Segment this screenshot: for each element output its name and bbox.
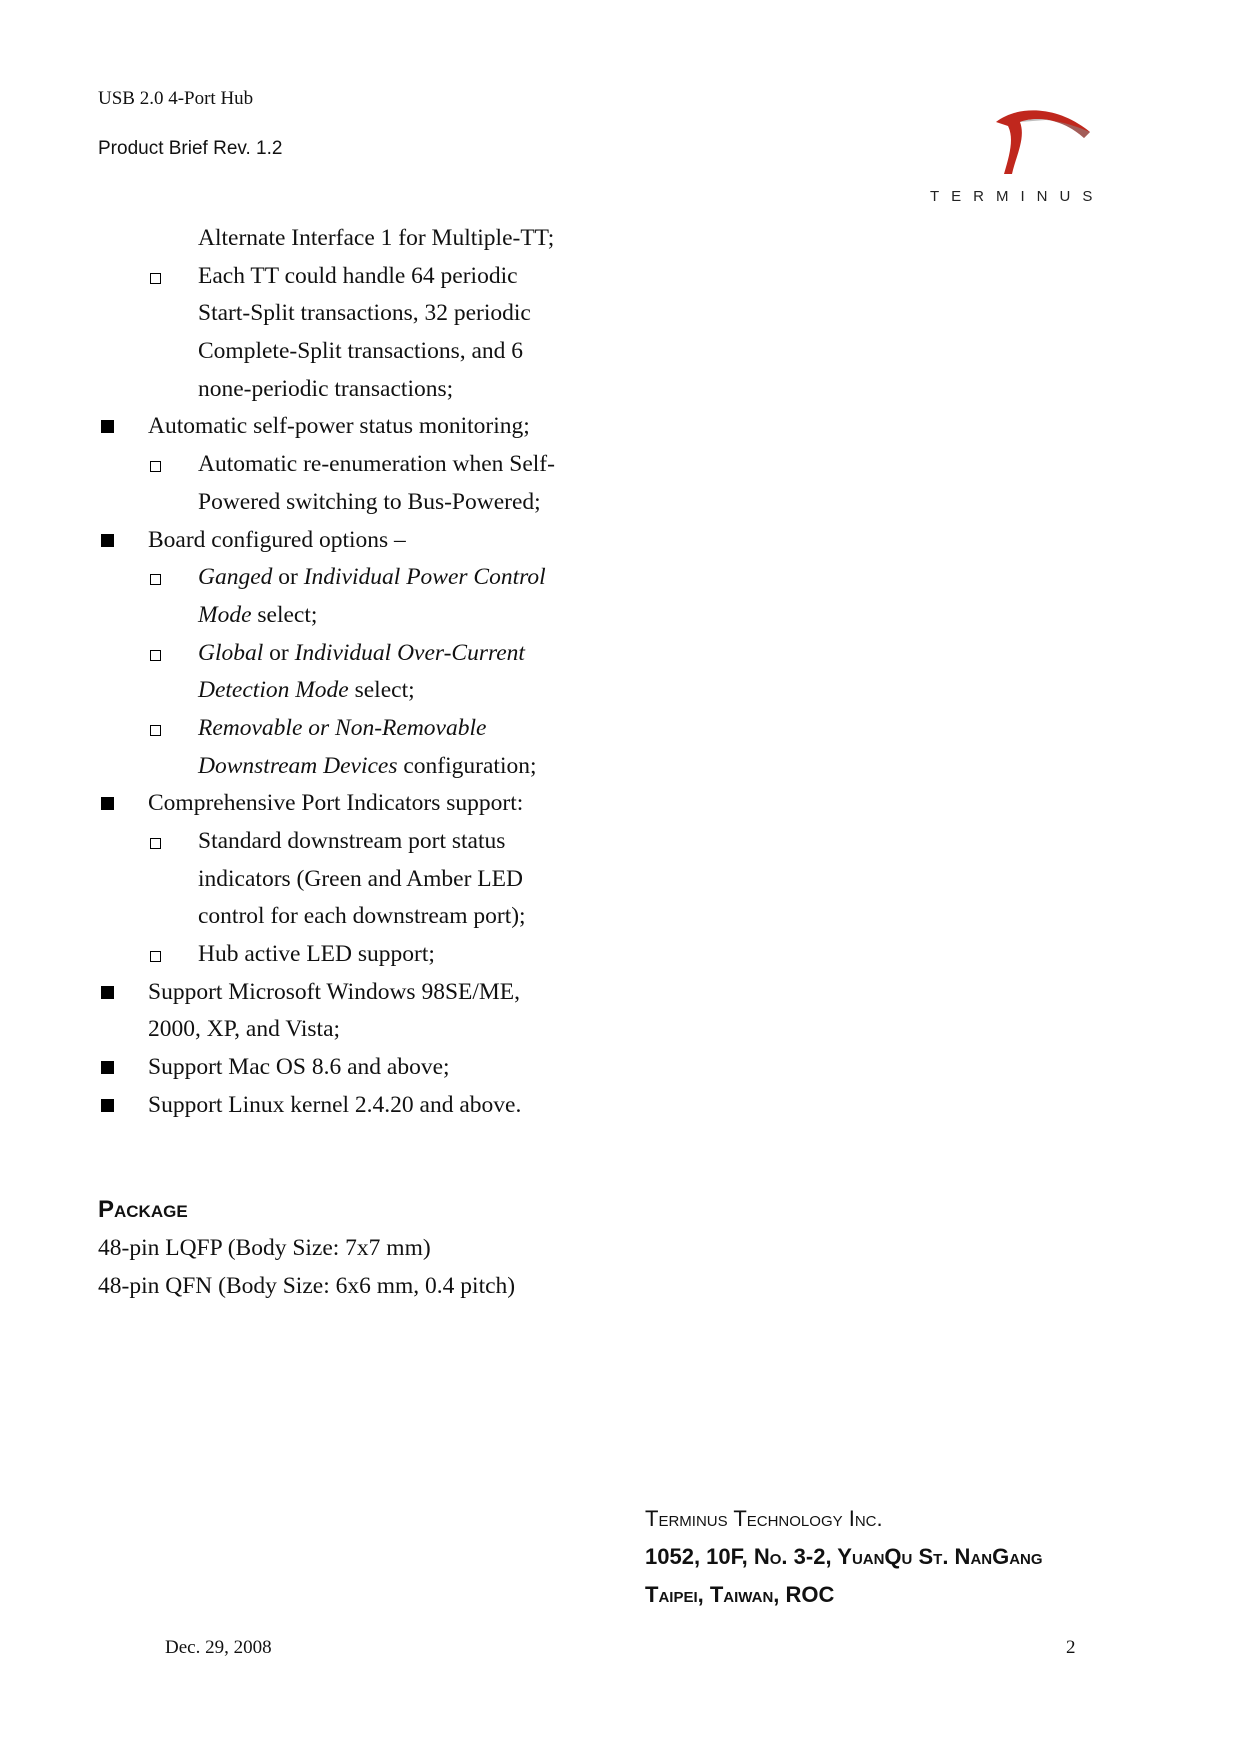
filled-square-bullet-icon [101, 534, 114, 547]
filled-square-bullet-icon [101, 1061, 114, 1074]
list-item: Standard downstream port status [98, 823, 638, 861]
list-item: Support Microsoft Windows 98SE/ME, [98, 974, 638, 1012]
list-item: Start-Split transactions, 32 periodic [198, 300, 531, 327]
header-brief-revision: Product Brief Rev. 1.2 [98, 138, 283, 159]
filled-square-bullet-icon [101, 986, 114, 999]
page-number: 2 [1066, 1637, 1076, 1658]
list-item: Hub active LED support; [98, 936, 638, 974]
list-item: Comprehensive Port Indicators support: [98, 785, 638, 823]
list-item: Powered switching to Bus-Powered; [198, 488, 541, 515]
header-product-name: USB 2.0 4-Port Hub [98, 88, 254, 109]
package-qfn-line: 48-pin QFN (Body Size: 6x6 mm, 0.4 pitch) [98, 1273, 516, 1299]
hollow-square-bullet-icon [150, 650, 161, 661]
package-lqfp-line: 48-pin LQFP (Body Size: 7x7 mm) [98, 1235, 431, 1261]
footer-date: Dec. 29, 2008 [165, 1637, 272, 1658]
list-item: Global or Individual Over-Current [98, 635, 638, 673]
feature-list [98, 220, 638, 1125]
list-item: Board configured options – [98, 522, 638, 560]
list-item: Support Mac OS 8.6 and above; [98, 1049, 638, 1087]
list-item: Each TT could handle 64 periodic [98, 258, 638, 296]
company-address [645, 1500, 1043, 1614]
list-item: Automatic re-enumeration when Self- [98, 446, 638, 484]
hollow-square-bullet-icon [150, 461, 161, 472]
city-address: Taipei, Taiwan, ROC [645, 1582, 835, 1607]
terminus-wordmark: TERMINUS [930, 188, 1105, 205]
list-item: Downstream Devices configuration; [198, 752, 537, 779]
list-item: none-periodic transactions; [198, 375, 454, 402]
list-item: Complete-Split transactions, and 6 [198, 338, 524, 365]
list-item: Alternate Interface 1 for Multiple-TT; [198, 225, 555, 251]
hollow-square-bullet-icon [150, 574, 161, 585]
terminus-logo [930, 100, 1140, 210]
hollow-square-bullet-icon [150, 951, 161, 962]
hollow-square-bullet-icon [150, 725, 161, 736]
filled-square-bullet-icon [101, 1099, 114, 1112]
list-item: indicators (Green and Amber LED [198, 865, 523, 892]
list-item: Removable or Non-Removable [98, 710, 638, 748]
hollow-square-bullet-icon [150, 838, 161, 849]
package-section-title: Package [98, 1196, 188, 1223]
street-address: 1052, 10F, No. 3-2, YuanQu St. NanGang [645, 1544, 1043, 1569]
filled-square-bullet-icon [101, 420, 114, 433]
list-item: control for each downstream port); [198, 903, 526, 930]
hollow-square-bullet-icon [150, 273, 161, 284]
list-item: Automatic self-power status monitoring; [98, 408, 638, 446]
terminus-swoosh-icon [986, 104, 1096, 184]
list-item: Mode select; [198, 601, 318, 628]
company-name: Terminus Technology Inc. [645, 1506, 883, 1531]
list-item: Detection Mode select; [198, 677, 415, 704]
list-item: Support Linux kernel 2.4.20 and above. [98, 1087, 638, 1125]
list-item: Ganged or Individual Power Control [98, 559, 638, 597]
filled-square-bullet-icon [101, 797, 114, 810]
list-item: 2000, XP, and Vista; [148, 1016, 341, 1043]
